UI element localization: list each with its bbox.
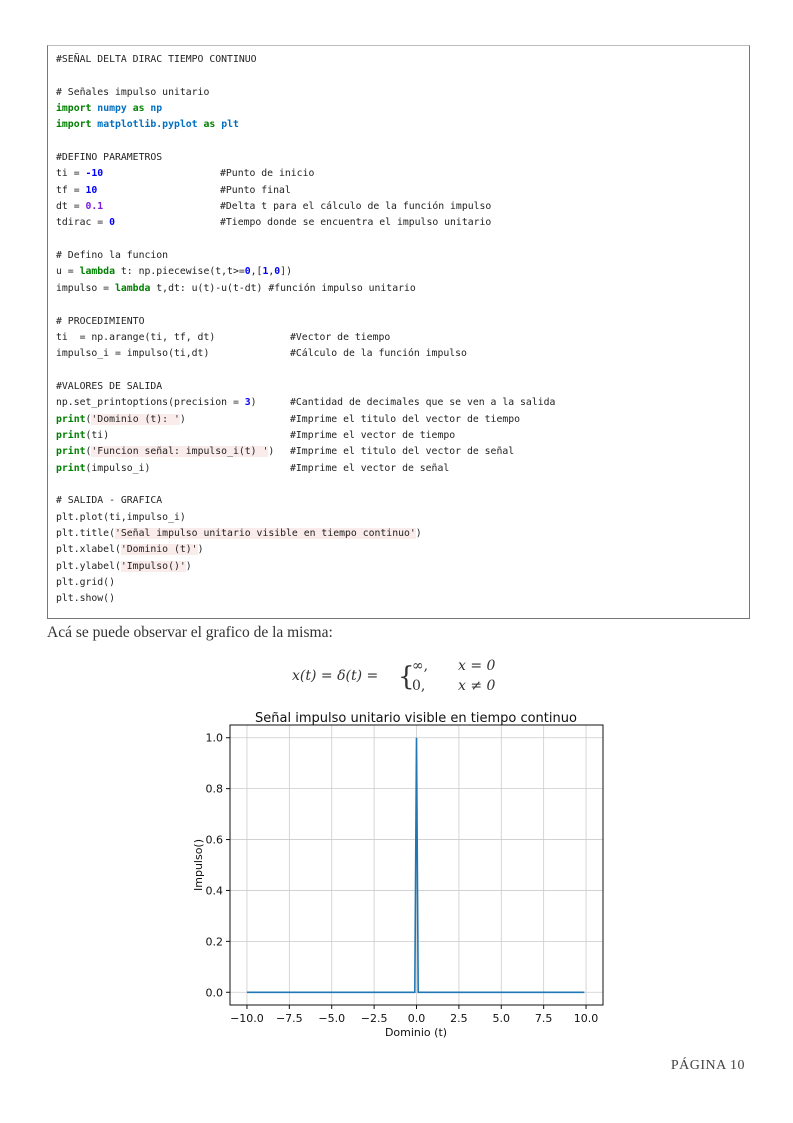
code-token: plt.grid(): [56, 577, 115, 588]
code-token: ti =: [56, 168, 86, 180]
code-line: [56, 101, 749, 117]
code-token: plt.plot(ti,impulso_i): [56, 511, 186, 523]
code-token: plt.title(: [56, 527, 115, 539]
code-line: [56, 134, 749, 150]
code-token: print: [56, 446, 86, 458]
x-tick-label: 2.5: [450, 1012, 468, 1025]
code-comment: #Imprime el vector de señal: [290, 462, 450, 474]
code-token: #SEÑAL DELTA DIRAC TIEMPO CONTINUO: [56, 54, 257, 65]
y-axis-label: Impulso(): [192, 838, 205, 892]
code-token: import: [56, 103, 92, 115]
y-tick-label: 0.2: [205, 935, 223, 949]
code-token: tf =: [56, 184, 86, 196]
code-token: matplotlib.pyplot: [97, 119, 198, 131]
code-token: # Señales impulso unitario: [56, 86, 210, 98]
code-line: [56, 395, 749, 411]
code-line: [56, 379, 749, 395]
code-line: [56, 314, 749, 330]
code-line: [56, 199, 749, 215]
code-token: print: [56, 429, 86, 441]
code-token: lambda: [114, 282, 151, 294]
code-token: np: [150, 103, 163, 115]
code-line: [56, 510, 749, 526]
x-axis-label: Dominio (t): [384, 1026, 448, 1039]
code-comment: #Cálculo de la función impulso: [290, 348, 467, 360]
x-tick-label: −2.5: [360, 1012, 388, 1025]
code-line: [56, 575, 749, 591]
code-token: u =: [56, 266, 80, 278]
impulse-chart: [180, 700, 620, 1045]
x-tick-label: 0.0: [407, 1012, 426, 1025]
code-token: ,[: [250, 266, 263, 278]
code-token: ): [415, 527, 422, 539]
y-tick-label: 0.0: [205, 986, 223, 1000]
code-token: ti = np.arange(ti, tf, dt): [56, 331, 216, 343]
code-token: 'Dominio (t)': [120, 544, 198, 556]
page-number: PÁGINA 10: [670, 1058, 745, 1073]
code-line: [56, 166, 749, 182]
code-comment: #Tiempo donde se encuentra el impulso unitario: [220, 217, 492, 229]
code-token: (ti): [85, 429, 110, 441]
case-1-cond: x = 0: [458, 658, 496, 674]
x-tick-label: −7.5: [275, 1012, 303, 1025]
series-line-impulso_i: [247, 738, 584, 993]
code-line: [56, 428, 749, 444]
code-token: 0.1: [85, 201, 104, 213]
y-tick-label: 0.4: [205, 884, 223, 898]
caption-text: Acá se puede observar el grafico de la misma:: [47, 624, 333, 641]
code-token: 'Dominio (t): ': [91, 413, 180, 425]
code-token: impulso =: [56, 282, 115, 294]
case-2-cond: x ≠ 0: [458, 678, 496, 694]
case-2: 0,: [412, 678, 426, 694]
code-token: ): [185, 560, 192, 572]
chart-title: Señal impulso unitario visible en tiempo continuo: [255, 711, 577, 726]
dirac-formula: [292, 658, 512, 698]
y-tick-label: 0.8: [205, 782, 223, 796]
code-line: [56, 363, 749, 379]
code-line: [56, 412, 749, 428]
code-line: [56, 68, 749, 84]
code-token: numpy: [97, 103, 127, 115]
code-token: lambda: [79, 266, 115, 278]
code-token: np.set_printoptions(precision =: [56, 397, 245, 409]
x-tick-label: −10.0: [230, 1012, 264, 1025]
brace: {: [398, 662, 415, 692]
code-comment: #Cantidad de decimales que se ven a la salida: [290, 397, 556, 409]
code-token: #DEFINO PARAMETROS: [56, 152, 163, 164]
code-token: tdirac =: [56, 217, 110, 229]
code-token: dt =: [56, 201, 86, 213]
code-comment: #Delta t para el cálculo de la función impulso: [220, 201, 492, 213]
code-line: [56, 526, 749, 542]
code-token: # SALIDA - GRAFICA: [56, 495, 163, 507]
code-line: [56, 117, 749, 133]
code-line: [56, 346, 749, 362]
case-1: ∞,: [412, 658, 429, 674]
code-line: [56, 281, 749, 297]
code-line: [56, 542, 749, 558]
code-comment: #Imprime el titulo del vector de tiempo: [290, 413, 521, 425]
code-token: import: [56, 119, 92, 131]
code-token: # Defino la funcion: [56, 250, 169, 262]
code-line: [56, 330, 749, 346]
code-line: [56, 444, 749, 460]
code-comment: #Punto final: [220, 184, 291, 196]
code-token: plt.show(): [56, 593, 115, 605]
code-token: #VALORES DE SALIDA: [56, 380, 163, 392]
code-line: [56, 461, 749, 477]
code-token: plt.xlabel(: [56, 544, 121, 556]
code-token: print: [56, 413, 86, 425]
y-tick-label: 1.0: [205, 731, 223, 745]
code-token: 1: [262, 266, 269, 278]
code-line: [56, 85, 749, 101]
code-token: -10: [85, 168, 104, 180]
code-token: ,: [268, 266, 275, 278]
code-line: [56, 297, 749, 313]
code-token: 3: [244, 397, 251, 409]
code-token: 10: [85, 184, 98, 196]
code-token: t,dt: u(t)-u(t-dt) #función impulso unitario: [150, 282, 416, 294]
code-comment: #Vector de tiempo: [290, 331, 391, 343]
code-line: [56, 183, 749, 199]
code-token: 'Funcion señal: impulso_i(t) ': [91, 446, 269, 458]
code-token: ): [179, 413, 186, 425]
code-token: # PROCEDIMIENTO: [56, 315, 145, 327]
code-comment: #Imprime el titulo del vector de señal: [290, 446, 515, 458]
code-line: [56, 248, 749, 264]
code-token: 0: [274, 266, 281, 278]
code-comment: #Punto de inicio: [220, 168, 315, 180]
x-tick-label: −5.0: [318, 1012, 346, 1025]
code-line: [56, 215, 749, 231]
code-token: (: [85, 413, 92, 425]
x-tick-label: 10.0: [573, 1012, 599, 1025]
code-comment: #Imprime el vector de tiempo: [290, 429, 456, 441]
code-token: ): [250, 397, 257, 409]
code-block: [47, 45, 750, 619]
code-token: t: np.piecewise(t,t>=: [114, 266, 245, 278]
formula-lhs: x(t) = δ(t) =: [292, 668, 379, 684]
code-token: 'Señal impulso unitario visible en tiempo continuo': [114, 527, 416, 539]
code-line: [56, 52, 749, 68]
code-token: as: [203, 119, 216, 131]
code-token: ): [268, 446, 275, 458]
code-token: as: [132, 103, 145, 115]
code-line: [56, 150, 749, 166]
code-token: 'Impulso()': [120, 560, 186, 572]
x-tick-label: 5.0: [492, 1012, 511, 1025]
code-line: [56, 477, 749, 493]
code-token: (impulso_i): [85, 462, 151, 474]
code-token: print: [56, 462, 86, 474]
code-line: [56, 493, 749, 509]
code-token: plt.ylabel(: [56, 560, 121, 572]
code-token: 0: [244, 266, 251, 278]
code-token: 0: [109, 217, 115, 229]
code-line: [56, 591, 749, 607]
code-token: ): [197, 544, 204, 556]
code-token: impulso_i = impulso(ti,dt): [56, 348, 210, 360]
code-line: [56, 232, 749, 248]
code-line: [56, 264, 749, 280]
y-tick-label: 0.6: [205, 833, 223, 847]
code-token: (: [85, 446, 92, 458]
code-token: plt: [221, 119, 239, 131]
code-line: [56, 559, 749, 575]
code-token: ]): [280, 266, 292, 278]
x-tick-label: 7.5: [534, 1012, 553, 1025]
